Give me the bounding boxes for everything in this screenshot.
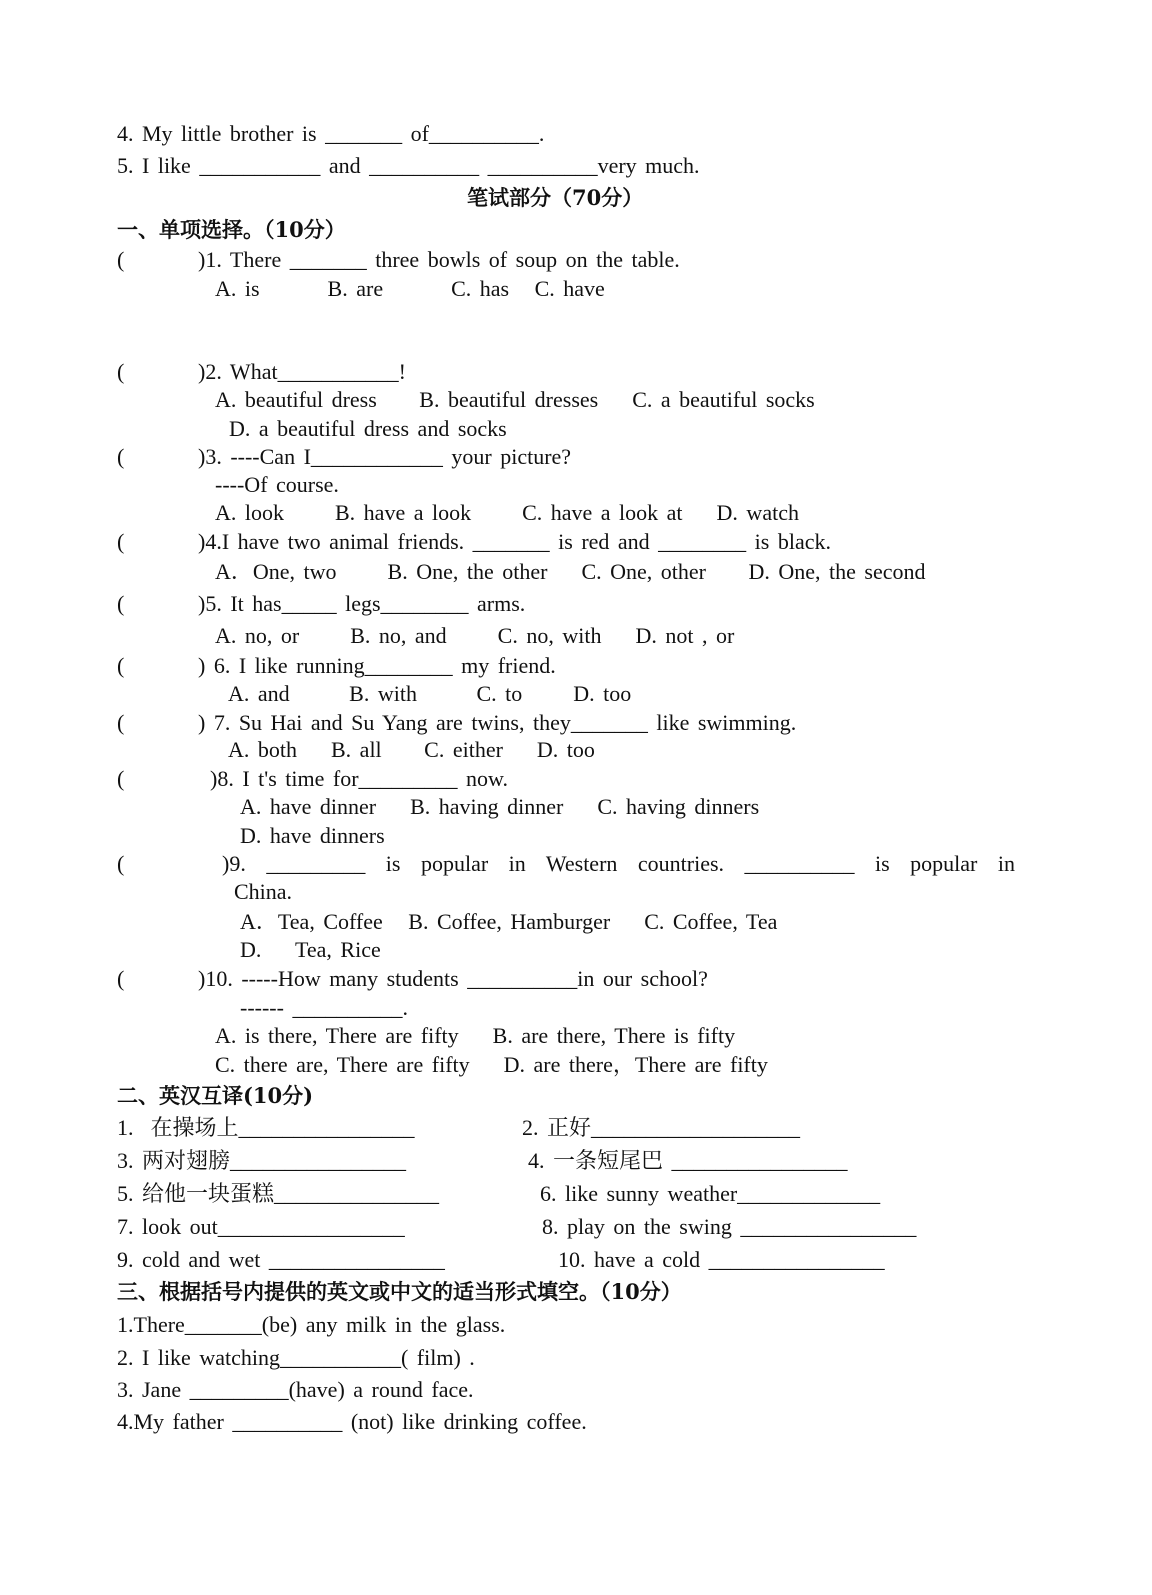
q4-options: A．One, two B. One, the other C. One, other D. One, the second <box>215 559 926 584</box>
translation-item: 6. like sunny weather_____________ <box>540 1181 881 1206</box>
answer-paren: ( <box>117 359 125 384</box>
q10-options: A. is there, There are fifty B. are there, There is fifty <box>215 1023 736 1048</box>
q1-stem: )1. There _______ three bowls of soup on the table. <box>198 247 680 272</box>
answer-paren: ( <box>117 591 125 616</box>
q6-stem: ) 6. I like running________ my friend. <box>198 653 556 678</box>
q8-options: A. have dinner B. having dinner C. having dinners <box>240 794 760 819</box>
q9-stem: )9. _________ is popular in Western countries. __________ is popular in <box>222 851 1015 876</box>
q9-stem-cont: China. <box>234 879 293 904</box>
translation-item: 7. look out_________________ <box>117 1214 405 1239</box>
translation-item: 2. 正好___________________ <box>522 1115 801 1140</box>
translation-item: 4. 一条短尾巴 ________________ <box>528 1148 848 1173</box>
section2-title: 二、英汉互译(10分) <box>117 1083 314 1108</box>
q3-reply: ----Of course. <box>215 472 339 497</box>
answer-paren: ( <box>117 710 125 735</box>
answer-paren: ( <box>117 444 125 469</box>
translation-item: 10. have a cold ________________ <box>558 1247 885 1272</box>
fill-item: 1.There_______(be) any milk in the glass. <box>117 1312 506 1337</box>
answer-paren: ( <box>117 766 125 791</box>
answer-paren: ( <box>117 851 125 876</box>
section1-title: 一、单项选择。（10分） <box>117 217 346 242</box>
q10-stem: )10. -----How many students __________in our school? <box>198 966 708 991</box>
q9-options: A．Tea, Coffee B. Coffee, Hamburger C. Coffee, Tea <box>240 909 778 934</box>
q2-stem: )2. What___________! <box>198 359 406 384</box>
q1-options: A. is B. are C. has C. have <box>215 276 605 301</box>
listening-q4: 4. My little brother is _______ of__________. <box>117 121 545 146</box>
q2-options-d: D. a beautiful dress and socks <box>229 416 507 441</box>
q2-options: A. beautiful dress B. beautiful dresses C. a beautiful socks <box>215 387 815 412</box>
q9-options-d: D. Tea, Rice <box>240 937 381 962</box>
answer-paren: ( <box>117 653 125 678</box>
translation-item: 1. 在操场上________________ <box>117 1115 415 1140</box>
q5-options: A. no, or B. no, and C. no, with D. not , or <box>215 623 735 648</box>
fill-item: 4.My father __________ (not) like drinking coffee. <box>117 1409 587 1434</box>
answer-paren: ( <box>117 966 125 991</box>
q10-reply: ------ __________. <box>240 995 408 1020</box>
translation-item: 8. play on the swing ________________ <box>542 1214 917 1239</box>
q5-stem: )5. It has_____ legs________ arms. <box>198 591 526 616</box>
q7-options: A. both B. all C. either D. too <box>228 737 595 762</box>
q6-options: A. and B. with C. to D. too <box>228 681 632 706</box>
translation-item: 9. cold and wet ________________ <box>117 1247 445 1272</box>
q3-stem: )3. ----Can I____________ your picture? <box>198 444 572 469</box>
q8-stem: )8. I t's time for_________ now. <box>210 766 509 791</box>
listening-q5: 5. I like ___________ and __________ __________very much. <box>117 153 700 178</box>
q8-options-d: D. have dinners <box>240 823 385 848</box>
fill-item: 3. Jane _________(have) a round face. <box>117 1377 474 1402</box>
answer-paren: ( <box>117 247 125 272</box>
translation-item: 5. 给他一块蛋糕_______________ <box>117 1181 440 1206</box>
answer-paren: ( <box>117 529 125 554</box>
section3-title: 三、根据括号内提供的英文或中文的适当形式填空。（10分） <box>117 1279 682 1304</box>
q4-stem: )4.I have two animal friends. _______ is red and ________ is black. <box>198 529 831 554</box>
fill-item: 2. I like watching___________( film) . <box>117 1345 475 1370</box>
q3-options: A. look B. have a look C. have a look at D. watch <box>215 500 799 525</box>
q7-stem: ) 7. Su Hai and Su Yang are twins, they_______ like swimming. <box>198 710 797 735</box>
written-heading: 笔试部分（70分） <box>467 185 644 210</box>
q10-options-cd: C. there are, There are fifty D. are there，There are fifty <box>215 1052 768 1077</box>
translation-item: 3. 两对翅膀________________ <box>117 1148 407 1173</box>
